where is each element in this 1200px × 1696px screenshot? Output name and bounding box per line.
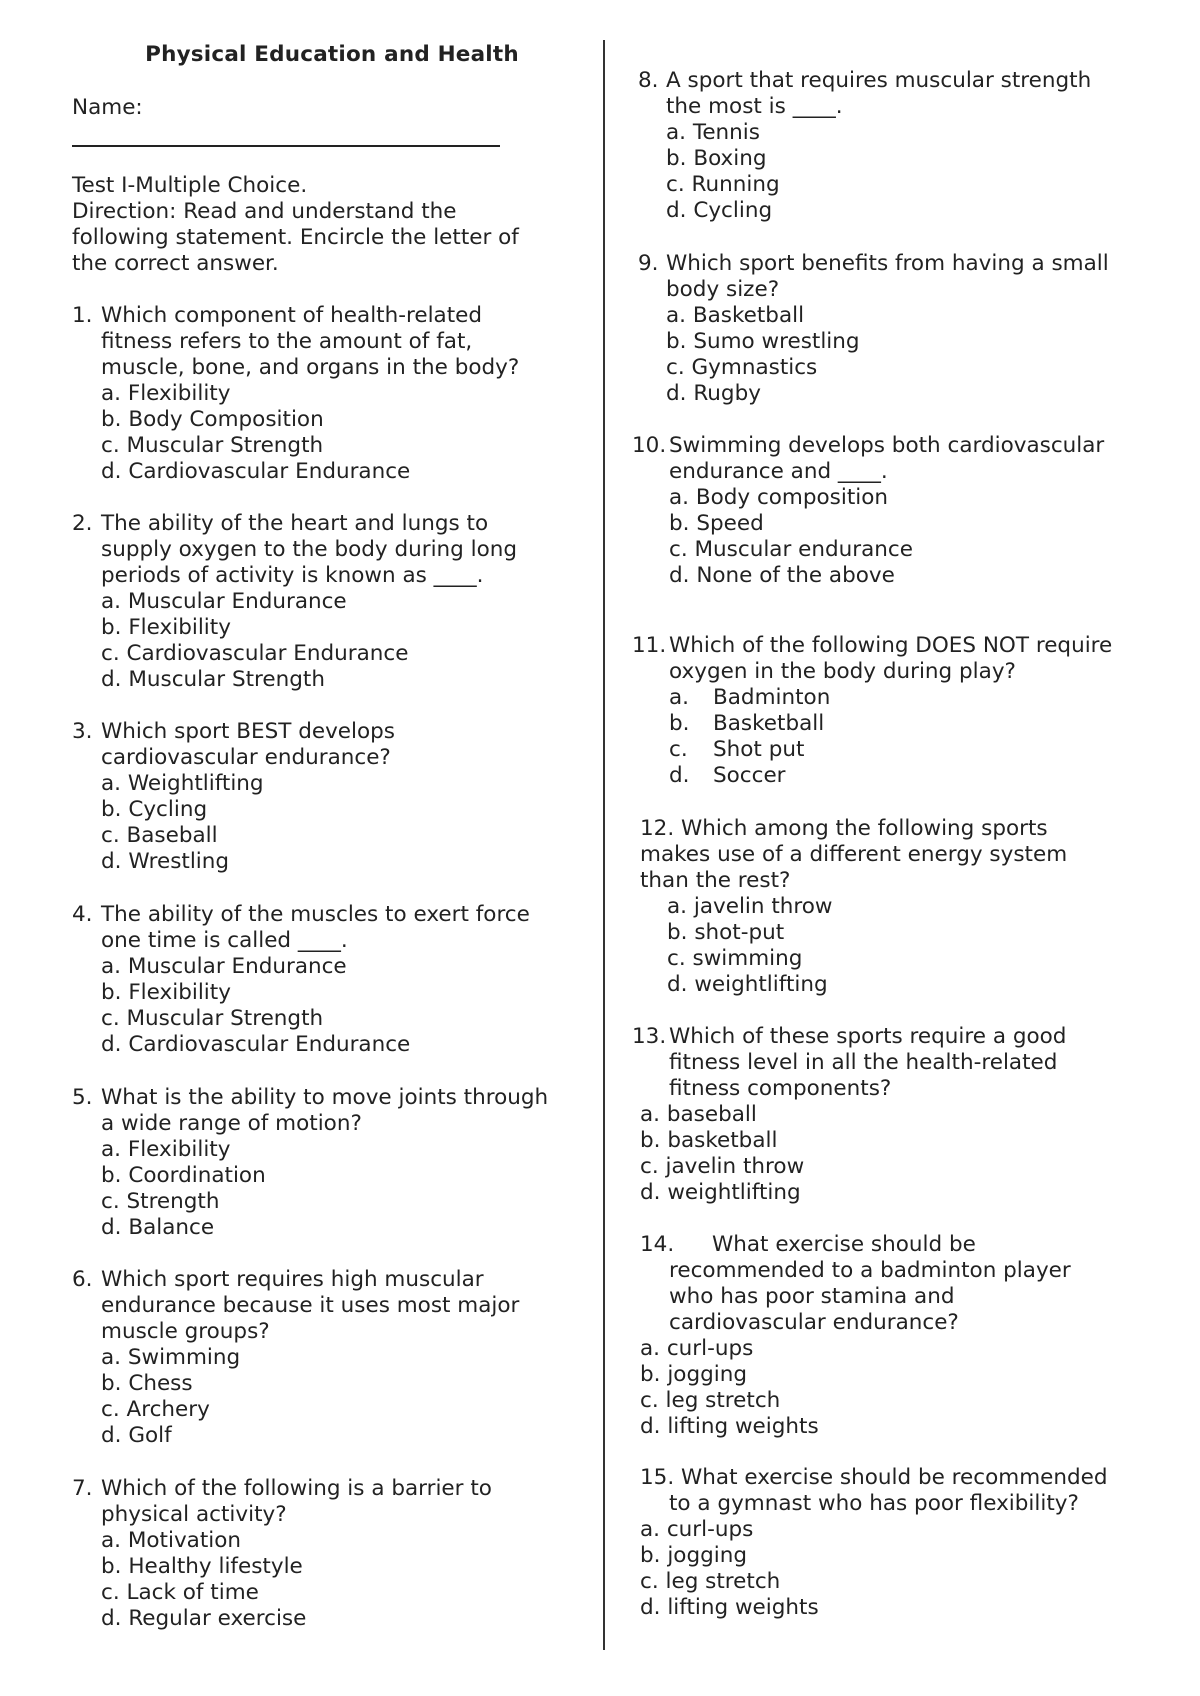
answer-option[interactable]: c. Baseball [101,823,218,848]
answer-option[interactable]: b. shot-put [667,920,785,945]
answer-option[interactable]: b. Sumo wrestling [666,329,860,354]
answer-option[interactable]: a. Muscular Endurance [101,589,347,614]
answer-option[interactable]: b. jogging [640,1543,747,1568]
question-stem: Which sport requires high muscular [101,1267,484,1292]
answer-option[interactable]: d. Regular exercise [101,1606,307,1631]
answer-option[interactable]: d. lifting weights [640,1595,819,1620]
question-stem: muscle groups? [101,1319,270,1344]
answer-option[interactable]: a. Flexibility [101,381,231,406]
answer-option[interactable]: c. javelin throw [640,1154,805,1179]
question-stem: What is the ability to move joints through [101,1085,549,1110]
answer-option[interactable]: a. Basketball [666,303,805,328]
name-blank-line[interactable] [72,145,500,148]
answer-option-letter: c. [669,737,688,762]
question-stem: muscle, bone, and organs in the body? [101,355,520,380]
answer-option[interactable]: c. Muscular Strength [101,1006,324,1031]
answer-option[interactable]: c. Strength [101,1189,220,1214]
answer-option-letter: a. [669,685,690,710]
answer-option[interactable]: d. Balance [101,1215,215,1240]
question-number: 4. [72,902,93,927]
answer-option[interactable]: b. Chess [101,1371,193,1396]
answer-option[interactable]: d. Wrestling [101,849,230,874]
answer-option[interactable]: d. Rugby [666,381,761,406]
answer-option[interactable]: c. leg stretch [640,1388,781,1413]
answer-option[interactable]: b. Flexibility [101,615,231,640]
answer-option[interactable]: d. weightlifting [640,1180,801,1205]
question-stem: who has poor stamina and [669,1284,955,1309]
answer-option[interactable]: b. jogging [640,1362,747,1387]
answer-option[interactable]: b. Cycling [101,797,208,822]
answer-option[interactable]: c. Archery [101,1397,210,1422]
name-label: Name: [72,95,143,120]
question-stem: 15. What exercise should be recommended [640,1465,1108,1490]
answer-option-letter: b. [669,711,690,736]
answer-option[interactable]: a. Flexibility [101,1137,231,1162]
answer-option[interactable]: d. Golf [101,1423,172,1448]
answer-option[interactable]: b. Coordination [101,1163,266,1188]
question-stem: makes use of a different energy system [640,842,1068,867]
question-stem: Which of the following is a barrier to [101,1476,492,1501]
question-stem: one time is called ____. [101,928,348,953]
question-stem: oxygen in the body during play? [669,659,1016,684]
question-stem: physical activity? [101,1502,287,1527]
question-stem: fitness refers to the amount of fat, [101,329,473,354]
question-stem: supply oxygen to the body during long [101,537,518,562]
question-stem: endurance and ____. [669,459,888,484]
question-stem: Swimming develops both cardiovascular [669,433,1105,458]
answer-option[interactable]: d. lifting weights [640,1414,819,1439]
question-stem: What exercise should be [712,1232,976,1257]
answer-option[interactable]: a. Weightlifting [101,771,264,796]
answer-option[interactable]: a. Tennis [666,120,760,145]
question-stem: a wide range of motion? [101,1111,362,1136]
question-number: 7. [72,1476,93,1501]
answer-option[interactable]: c. Muscular endurance [669,537,913,562]
answer-option[interactable]: d. Cardiovascular Endurance [101,459,411,484]
question-stem: to a gymnast who has poor flexibility? [669,1491,1079,1516]
question-stem: endurance because it uses most major [101,1293,520,1318]
column-divider [603,40,605,1650]
page-title: Physical Education and Health [145,42,519,67]
question-number: 9. [638,251,659,276]
answer-option[interactable]: c. leg stretch [640,1569,781,1594]
answer-option[interactable]: b. Healthy lifestyle [101,1554,303,1579]
answer-option[interactable]: b. Boxing [666,146,767,171]
question-stem: body size? [666,277,780,302]
question-stem: Which component of health-related [101,303,483,328]
question-number: 8. [638,68,659,93]
answer-option[interactable]: b. Flexibility [101,980,231,1005]
answer-option[interactable]: a. baseball [640,1102,757,1127]
answer-option[interactable]: c. Cardiovascular Endurance [101,641,409,666]
question-number: 2. [72,511,93,536]
question-stem: recommended to a badminton player [669,1258,1071,1283]
answer-option[interactable]: c. Lack of time [101,1580,259,1605]
test-title: Test I-Multiple Choice. [72,173,308,198]
direction-line: the correct answer. [72,251,279,276]
question-stem: 12. Which among the following sports [640,816,1048,841]
question-stem: the most is ____. [666,94,843,119]
direction-line: Direction: Read and understand the [72,199,457,224]
answer-option[interactable]: a. Swimming [101,1345,241,1370]
direction-line: following statement. Encircle the letter of [72,225,519,250]
answer-option[interactable]: Shot put [713,737,805,762]
question-number: 11. [632,633,667,658]
question-stem: than the rest? [640,868,791,893]
answer-option[interactable]: Basketball [713,711,825,736]
question-number: 13. [632,1024,667,1049]
answer-option[interactable]: a. Muscular Endurance [101,954,347,979]
answer-option[interactable]: b. Speed [669,511,764,536]
answer-option[interactable]: a. Motivation [101,1528,242,1553]
answer-option[interactable]: c. Running [666,172,780,197]
question-number: 3. [72,719,93,744]
answer-option[interactable]: c. Muscular Strength [101,433,324,458]
answer-option[interactable]: c. swimming [667,946,803,971]
question-stem: A sport that requires muscular strength [666,68,1092,93]
answer-option[interactable]: d. weightlifting [667,972,828,997]
answer-option[interactable]: c. Gymnastics [666,355,818,380]
question-stem: periods of activity is known as ____. [101,563,484,588]
question-number: 1. [72,303,93,328]
answer-option[interactable]: a. curl-ups [640,1517,754,1542]
question-stem: cardiovascular endurance? [101,745,391,770]
answer-option[interactable]: d. Cardiovascular Endurance [101,1032,411,1057]
answer-option[interactable]: a. Body composition [669,485,889,510]
question-stem: Which of these sports require a good [669,1024,1067,1049]
question-stem: The ability of the muscles to exert force [101,902,530,927]
answer-option[interactable]: d. None of the above [669,563,895,588]
question-number: 5. [72,1085,93,1110]
question-number: 10. [632,433,667,458]
answer-option[interactable]: a. javelin throw [667,894,833,919]
answer-option[interactable]: d. Muscular Strength [101,667,325,692]
question-stem: Which of the following DOES NOT require [669,633,1113,658]
answer-option[interactable]: a. curl-ups [640,1336,754,1361]
answer-option[interactable]: Badminton [713,685,831,710]
question-stem: cardiovascular endurance? [669,1310,959,1335]
question-number: 14. [640,1232,675,1257]
question-stem: fitness level in all the health-related [669,1050,1058,1075]
answer-option[interactable]: Soccer [713,763,786,788]
answer-option[interactable]: b. Body Composition [101,407,324,432]
question-stem: Which sport BEST develops [101,719,395,744]
question-stem: Which sport benefits from having a small [666,251,1109,276]
question-stem: fitness components? [669,1076,892,1101]
answer-option[interactable]: d. Cycling [666,198,773,223]
question-number: 6. [72,1267,93,1292]
answer-option[interactable]: b. basketball [640,1128,778,1153]
answer-option-letter: d. [669,763,690,788]
question-stem: The ability of the heart and lungs to [101,511,489,536]
